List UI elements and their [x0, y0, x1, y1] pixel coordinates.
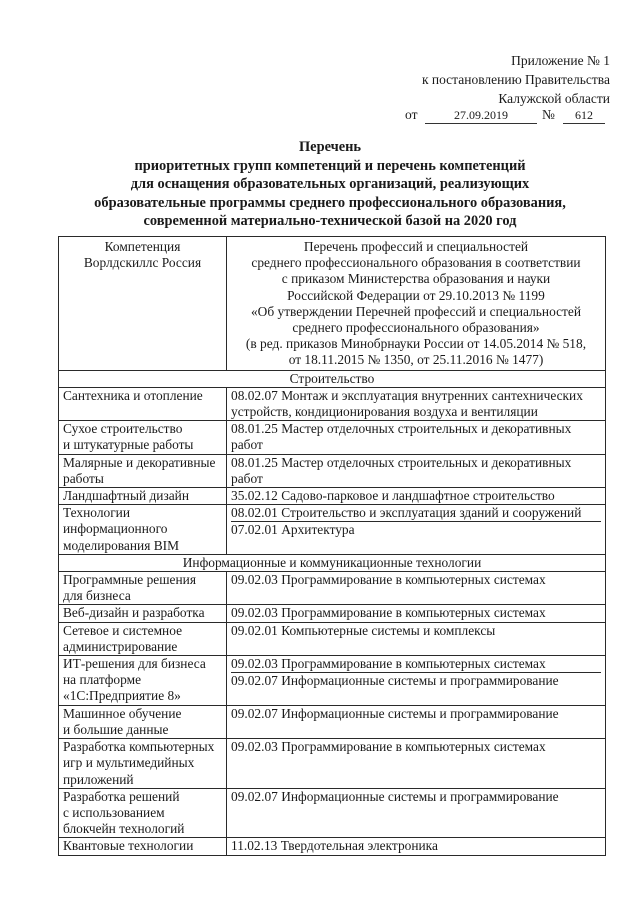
competence-text: Сетевое и системное [63, 622, 183, 638]
program-text: работ [231, 437, 263, 453]
programs-cell [227, 705, 606, 738]
programs-cell [227, 605, 606, 622]
program-entry [231, 838, 601, 854]
title-line: современной материально-технической базой на 2020 год [143, 213, 517, 229]
header-text: от 18.11.2015 № 1350, от 25.11.2016 № 1477) [288, 352, 544, 368]
program-entry [231, 706, 601, 722]
programs-cell [227, 387, 606, 420]
resolution-date-number [405, 107, 605, 125]
section-title: Информационные и коммуникационные технологии [59, 554, 606, 571]
header-text: (в ред. приказов Минобрнауки России от 14.05.2014 № 518, [245, 336, 587, 352]
programs-cell [227, 656, 606, 706]
competence-text: Ландшафтный дизайн [63, 488, 190, 504]
resolution-number: 612 [563, 107, 605, 124]
program-entry [231, 656, 601, 672]
header-text: с приказом Министерства образования и науки [281, 271, 551, 287]
appendix-resolution: к постановлению Правительства [421, 72, 610, 87]
competence-text: приложений [63, 771, 134, 787]
programs-cell [227, 838, 606, 855]
program-entry [231, 388, 601, 420]
title-line: образовательные программы среднего профессионального образования, [94, 194, 566, 211]
table-row [59, 505, 606, 555]
competence-cell [59, 656, 227, 706]
programs-cell [227, 788, 606, 838]
table-row [59, 421, 606, 454]
header-text: «Об утверждении Перечней профессий и специальностей [250, 303, 581, 319]
program-text: 09.02.07 Информационные системы и программирование [231, 788, 559, 804]
competence-cell [59, 605, 227, 622]
document-title [60, 138, 600, 231]
header-programs [227, 237, 606, 371]
program-entry [231, 739, 601, 755]
competence-table [58, 236, 606, 856]
competence-text: с использованием [63, 804, 165, 820]
program-text: 07.02.01 Архитектура [231, 522, 355, 538]
competence-text: информационного [63, 521, 168, 537]
program-text: 08.02.01 Строительство и эксплуатация зданий и сооружений [231, 505, 582, 521]
program-entry [231, 789, 601, 805]
table-row [59, 387, 606, 420]
program-text: 35.02.12 Садово-парковое и ландшафтное строительство [231, 488, 555, 504]
program-text: 09.02.07 Информационные системы и программирование [231, 673, 559, 689]
program-text: 09.02.01 Компьютерные системы и комплексы [231, 622, 496, 638]
title-line: приоритетных групп компетенций и перечень компетенций [134, 157, 526, 174]
program-entry [231, 421, 601, 453]
competence-text: и большие данные [63, 721, 169, 737]
header-competence [59, 237, 227, 371]
competence-cell [59, 454, 227, 487]
table-row [59, 838, 606, 855]
header-text: среднего профессионального образования» [292, 320, 540, 336]
competence-text: Программные решения [63, 572, 196, 588]
table-row [59, 656, 606, 706]
table-row [59, 788, 606, 838]
table-row [59, 605, 606, 622]
competence-text: Малярные и декоративные [63, 454, 216, 470]
table-row [59, 454, 606, 487]
competence-text: Технологии [63, 505, 131, 521]
program-entry [231, 572, 601, 588]
programs-cell [227, 421, 606, 454]
program-entry [231, 505, 601, 521]
title-line: для оснащения образовательных организаций, реализующих [130, 176, 530, 192]
header-text: среднего профессионального образования в соответствии [251, 255, 581, 271]
number-label: № [542, 107, 555, 122]
programs-cell [227, 572, 606, 605]
program-text: 08.01.25 Мастер отделочных строительных и декоративных [231, 454, 572, 470]
appendix-title: Приложение № 1 [511, 53, 610, 68]
competence-cell [59, 572, 227, 605]
competence-text: Разработка решений [63, 788, 180, 804]
competence-cell [59, 387, 227, 420]
competence-text: для бизнеса [63, 588, 131, 604]
competence-text: работы [63, 470, 104, 486]
competence-text: и штукатурные работы [63, 437, 194, 453]
appendix-block [400, 51, 610, 108]
competence-cell [59, 488, 227, 505]
program-entry [231, 605, 601, 621]
program-entry [231, 455, 601, 487]
header-text: Ворлдскиллс Россия [83, 255, 202, 271]
section-row [59, 370, 606, 387]
competence-cell [59, 705, 227, 738]
competence-cell [59, 838, 227, 855]
programs-cell [227, 488, 606, 505]
program-entry [231, 521, 601, 538]
competence-cell [59, 788, 227, 838]
competence-text: Сантехника и отопление [63, 387, 203, 403]
competence-cell [59, 739, 227, 789]
competence-text: «1С:Предприятие 8» [63, 688, 181, 704]
program-entry [231, 672, 601, 689]
competence-text: Сухое строительство [63, 421, 183, 437]
program-text: устройств, кондиционирования воздуха и вентиляции [231, 404, 538, 420]
table-row [59, 572, 606, 605]
program-entry [231, 488, 601, 504]
programs-cell [227, 622, 606, 655]
program-text: 09.02.03 Программирование в компьютерных системах [231, 572, 546, 588]
table-row [59, 705, 606, 738]
competence-text: Квантовые технологии [63, 838, 194, 854]
competence-text: Разработка компьютерных [63, 739, 215, 755]
program-text: 11.02.13 Твердотельная электроника [231, 838, 438, 854]
header-text: Компетенция [104, 239, 181, 254]
table-row [59, 622, 606, 655]
program-text: 09.02.03 Программирование в компьютерных системах [231, 739, 546, 755]
program-text: 09.02.03 Программирование в компьютерных системах [231, 605, 546, 621]
competence-text: ИТ-решения для бизнеса [63, 656, 206, 672]
table-row [59, 739, 606, 789]
header-text: Российской Федерации от 29.10.2013 № 1199 [287, 287, 545, 303]
program-text: 08.02.07 Монтаж и эксплуатация внутренних сантехнических [231, 387, 583, 403]
section-row [59, 554, 606, 571]
header-text: Перечень профессий и специальностей [303, 239, 529, 254]
competence-cell [59, 421, 227, 454]
competence-cell [59, 622, 227, 655]
competence-text: Веб-дизайн и разработка [63, 605, 205, 621]
appendix-region: Калужской области [498, 91, 610, 106]
from-label: от [405, 107, 418, 122]
programs-cell [227, 739, 606, 789]
program-entry [231, 623, 601, 639]
program-text: 09.02.03 Программирование в компьютерных системах [231, 656, 546, 672]
program-text: 08.01.25 Мастер отделочных строительных и декоративных [231, 421, 572, 437]
competence-text: на платформе [63, 672, 142, 688]
competence-cell [59, 505, 227, 555]
program-text: работ [231, 470, 263, 486]
competence-text: моделирования BIM [63, 537, 180, 553]
title-line: Перечень [298, 139, 362, 155]
program-text: 09.02.07 Информационные системы и программирование [231, 705, 559, 721]
competence-text: блокчейн технологий [63, 821, 185, 837]
table-row [59, 488, 606, 505]
programs-cell [227, 505, 606, 555]
programs-cell [227, 454, 606, 487]
resolution-date: 27.09.2019 [425, 107, 537, 124]
competence-text: Машинное обучение [63, 705, 182, 721]
competence-text: администрирование [63, 638, 178, 654]
table-header-row [59, 237, 606, 371]
competence-text: игр и мультимедийных [63, 755, 195, 771]
section-title: Строительство [59, 370, 606, 387]
